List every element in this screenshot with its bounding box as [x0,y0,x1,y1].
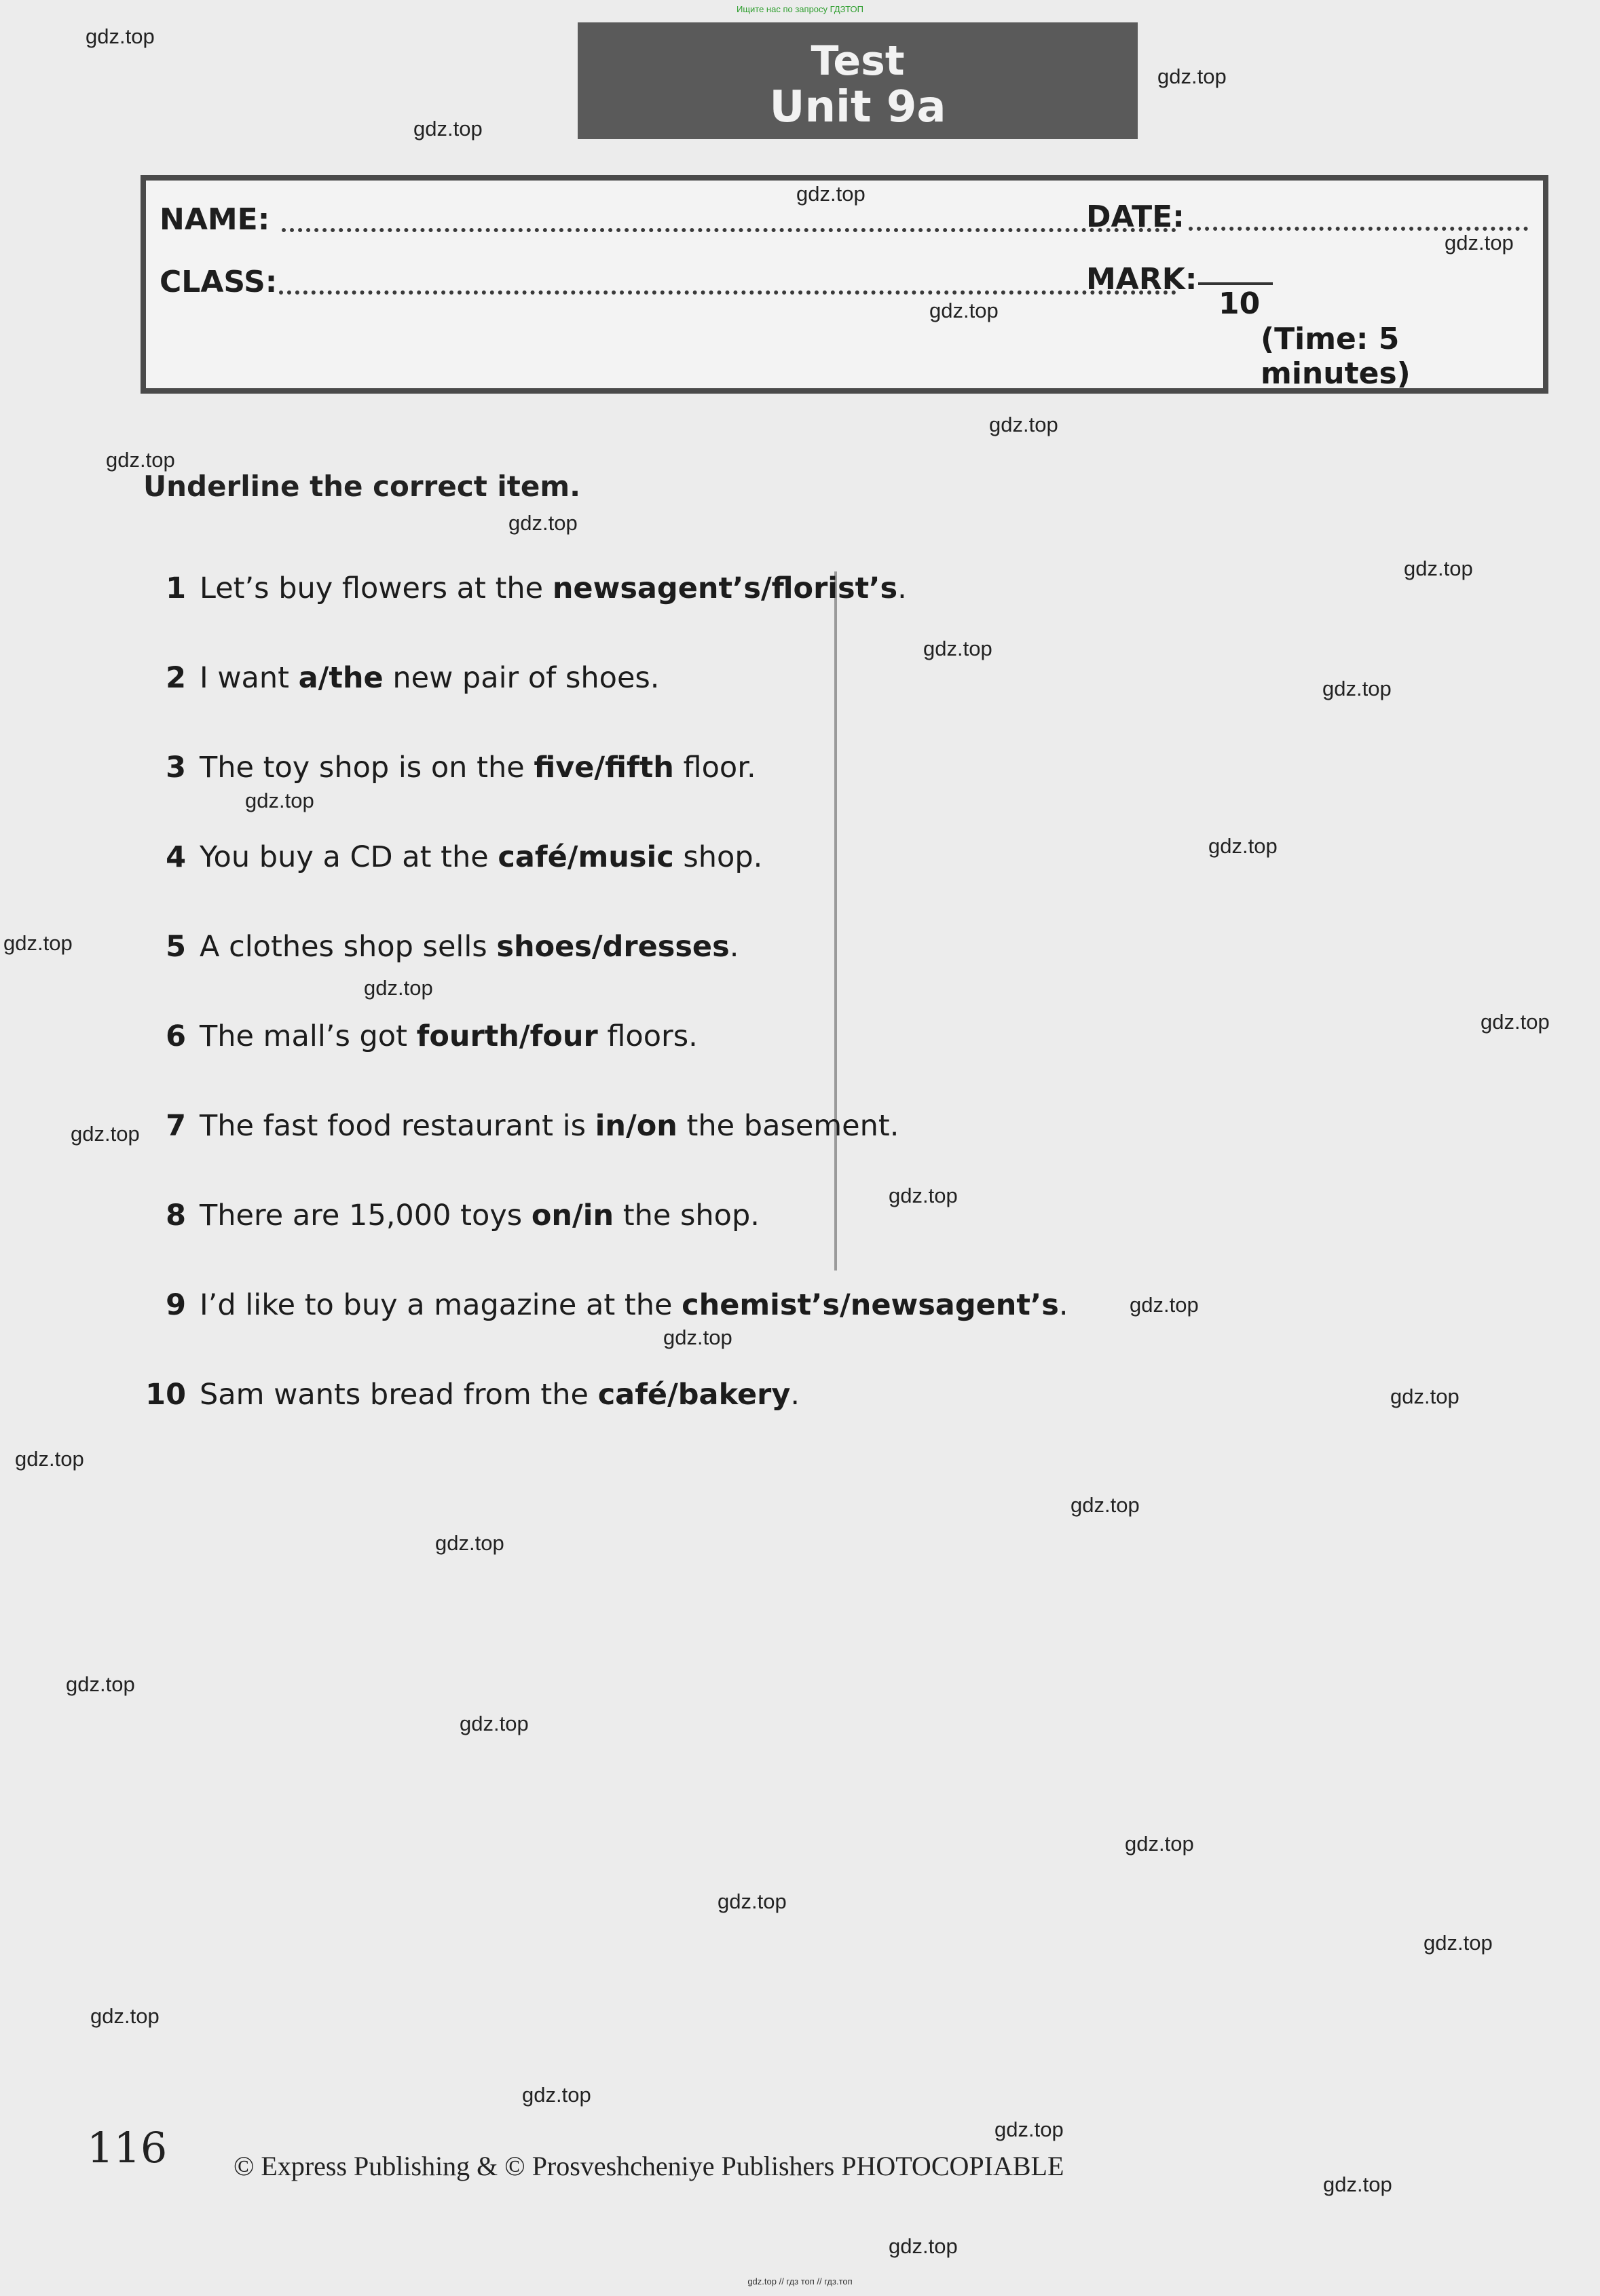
page-number: 116 [87,2123,168,2172]
unit-title: Unit 9a [769,82,946,132]
question-text-end: shop. [673,840,763,874]
answer-options[interactable]: five/fifth [534,751,674,785]
watermark: gdz.top [1445,231,1514,255]
watermark: gdz.top [106,448,175,472]
question-4 [136,840,762,874]
watermark: gdz.top [1208,834,1278,858]
watermark: gdz.top [1323,2172,1392,2196]
mark-label: MARK: [1086,262,1197,297]
watermark: gdz.top [522,2083,591,2107]
watermark: gdz.top [1125,1832,1194,1856]
question-text-end: the basement. [677,1109,899,1143]
question-text-end: the shop. [614,1199,760,1232]
watermark: gdz.top [66,1672,135,1696]
answer-options[interactable]: a/the [298,661,384,695]
answer-options[interactable]: café/bakery [597,1378,791,1412]
watermark: gdz.top [1390,1385,1459,1408]
watermark: gdz.top [1481,1010,1550,1034]
question-text-end: . [790,1378,800,1412]
question-1 [136,571,907,605]
watermark: gdz.top [71,1122,140,1146]
question-8 [136,1199,760,1232]
question-number: 1 [166,571,186,605]
watermark: gdz.top [364,976,433,1000]
watermark: gdz.top [1404,557,1473,580]
student-info-box [141,175,1548,394]
question-text-end: new pair of shoes. [383,661,660,695]
answer-options[interactable]: newsagent’s/florist’s [552,571,898,605]
test-title-box [578,22,1138,139]
date-label: DATE: [1086,200,1185,234]
watermark: gdz.top [889,2234,958,2258]
column-divider [834,571,837,1271]
time-limit: (Time: 5 minutes) [1261,322,1411,391]
question-number: 5 [166,930,186,964]
answer-options[interactable]: café/music [498,840,674,874]
question-text: A clothes shop sells [200,930,497,964]
watermark: gdz.top [3,931,73,955]
question-text: Let’s buy flowers at the [200,571,553,605]
question-text-end: floor. [673,751,756,785]
question-10 [136,1378,800,1412]
question-6 [136,1019,698,1053]
question-7 [136,1109,899,1143]
watermark: gdz.top [718,1889,787,1913]
watermark: gdz.top [1157,64,1227,88]
watermark: gdz.top [796,182,866,206]
question-text: Sam wants bread from the [200,1378,598,1412]
question-text: I’d like to buy a magazine at the [200,1288,682,1322]
mark-denominator: 10 [1218,286,1261,321]
answer-options[interactable]: shoes/dresses [496,930,730,964]
question-5 [136,930,739,964]
name-label: NAME: [160,202,270,237]
question-3 [136,751,756,785]
watermark: gdz.top [90,2004,160,2028]
watermark: gdz.top [1322,677,1392,700]
question-number: 3 [166,751,186,785]
bottom-note: gdz.top // гдз топ // гдз.топ [747,2276,853,2286]
question-text-end: . [897,571,907,605]
question-text: There are 15,000 toys [200,1199,532,1232]
watermark: gdz.top [460,1712,529,1735]
question-number: 9 [166,1288,186,1322]
question-text: The fast food restaurant is [200,1109,595,1143]
question-number: 10 [145,1378,186,1412]
test-title: Test [811,37,905,85]
watermark: gdz.top [994,2118,1064,2141]
top-banner: Ищите нас по запросу ГДЗТОП [736,4,863,14]
watermark: gdz.top [663,1325,732,1349]
question-text-end: floors. [597,1019,698,1053]
question-text: I want [200,661,299,695]
watermark: gdz.top [1424,1931,1493,1955]
watermark: gdz.top [435,1531,504,1555]
question-9 [136,1288,1068,1322]
watermark: gdz.top [15,1447,84,1471]
class-label: CLASS: [160,265,278,299]
watermark: gdz.top [1130,1293,1199,1317]
copyright-notice: © Express Publishing & © Prosveshcheniye Publishers PHOTOCOPIABLE [234,2151,1064,2181]
watermark: gdz.top [86,24,155,48]
instruction: Underline the correct item. [143,470,581,503]
mark-field[interactable] [1198,282,1273,285]
watermark: gdz.top [889,1184,958,1207]
question-number: 2 [166,661,186,695]
question-number: 8 [166,1199,186,1232]
watermark: gdz.top [923,637,992,660]
question-number: 4 [166,840,186,874]
question-text-end: . [729,930,739,964]
watermark: gdz.top [989,413,1058,436]
question-text: The toy shop is on the [200,751,534,785]
watermark: gdz.top [508,511,578,535]
answer-options[interactable]: on/in [531,1199,614,1232]
watermark: gdz.top [413,117,483,140]
watermark: gdz.top [929,299,999,322]
question-text: The mall’s got [200,1019,417,1053]
class-field[interactable] [279,290,1176,295]
question-number: 7 [166,1109,186,1143]
question-text-end: . [1058,1288,1068,1322]
answer-options[interactable]: chemist’s/newsagent’s [682,1288,1059,1322]
watermark: gdz.top [1071,1493,1140,1517]
name-field[interactable] [282,228,1176,232]
question-2 [136,661,659,695]
watermark: gdz.top [245,789,314,812]
question-text: You buy a CD at the [200,840,498,874]
answer-options[interactable]: fourth/four [416,1019,598,1053]
question-number: 6 [166,1019,186,1053]
answer-options[interactable]: in/on [595,1109,677,1143]
